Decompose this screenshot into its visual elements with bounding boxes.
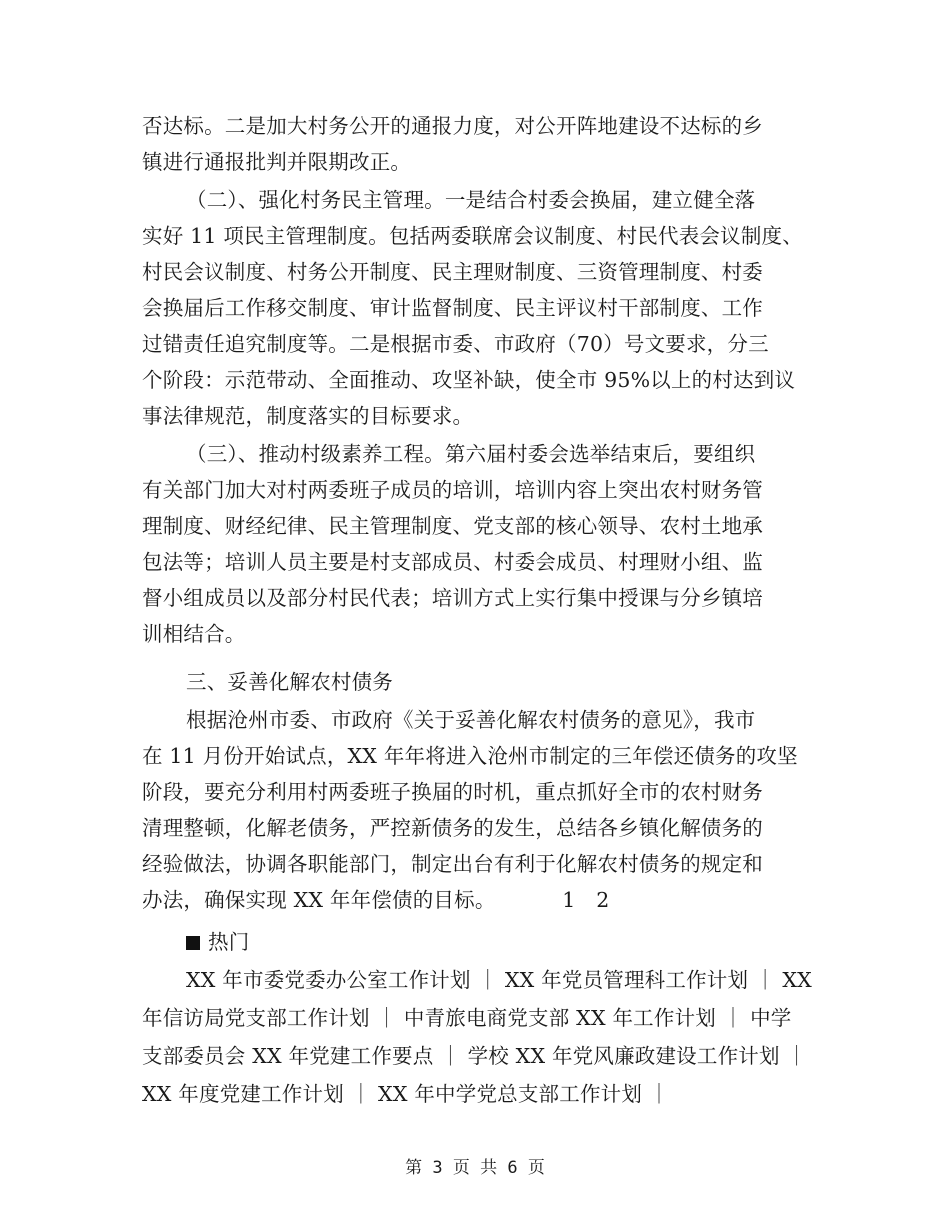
hot-label: 热门 <box>208 930 250 954</box>
paragraph-line: 理制度、财经纪律、民主管理制度、党支部的核心领导、农村土地承 <box>142 514 763 538</box>
link-separator: ｜ <box>648 1082 670 1106</box>
paragraph-line: 在 11 月份开始试点，XX 年年将进入沧州市制定的三年偿还债务的攻坚 <box>142 744 798 768</box>
hot-link[interactable]: XX <box>782 968 812 992</box>
paragraph-line: 有关部门加大对村两委班子成员的培训，培训内容上突出农村财务管 <box>142 478 763 502</box>
chapter-heading: 三、妥善化解农村债务 <box>186 670 393 694</box>
paragraph-text: 办法，确保实现 XX 年年偿债的目标。 <box>142 888 496 912</box>
paragraph-line: 清理整顿，化解老债务，严控新债务的发生，总结各乡镇化解债务的 <box>142 816 763 840</box>
paragraph-line: 督小组成员以及部分村民代表；培训方式上实行集中授课与分乡镇培 <box>142 586 763 610</box>
paragraph-line-with-pages <box>142 886 609 914</box>
hot-links-line <box>142 1080 669 1108</box>
link-separator: ｜ <box>376 1006 398 1030</box>
paragraph-line: 经验做法，协调各职能部门，制定出台有利于化解农村债务的规定和 <box>142 852 763 876</box>
page-link-2[interactable]: 2 <box>596 888 610 912</box>
paragraph-line: 训相结合。 <box>142 622 246 646</box>
paragraph-line: 阶段，要充分利用村两委班子换届的时机，重点抓好全市的农村财务 <box>142 780 763 804</box>
link-separator: ｜ <box>786 1044 808 1068</box>
paragraph-line: 会换届后工作移交制度、审计监督制度、民主评议村干部制度、工作 <box>142 296 763 320</box>
hot-link[interactable]: XX 年党员管理科工作计划 <box>504 968 749 992</box>
paragraph-line: 个阶段：示范带动、全面推动、攻坚补缺，使全市 95%以上的村达到议 <box>142 368 796 392</box>
hot-section-heading <box>186 928 249 956</box>
link-separator: ｜ <box>350 1082 372 1106</box>
hot-links-line <box>142 1042 807 1070</box>
paragraph-line: 镇进行通报批判并限期改正。 <box>142 150 412 174</box>
paragraph-line: 包法等；培训人员主要是村支部成员、村委会成员、村理财小组、监 <box>142 550 763 574</box>
hot-link[interactable]: XX 年度党建工作计划 <box>142 1082 344 1106</box>
paragraph-line: 根据沧州市委、市政府《关于妥善化解农村债务的意见》，我市 <box>186 708 756 732</box>
section-heading-3: （三）、推动村级素养工程。第六届村委会选举结束后，要组织 <box>186 442 756 466</box>
paragraph-line: 否达标。二是加大村务公开的通报力度，对公开阵地建设不达标的乡 <box>142 114 763 138</box>
link-separator: ｜ <box>754 968 776 992</box>
hot-link[interactable]: 中学 <box>750 1006 792 1030</box>
hot-link[interactable]: 支部委员会 XX 年党建工作要点 <box>142 1044 434 1068</box>
paragraph-line: 村民会议制度、村务公开制度、民主理财制度、三资管理制度、村委 <box>142 260 763 284</box>
square-bullet-icon <box>186 936 200 950</box>
hot-link[interactable]: 年信访局党支部工作计划 <box>142 1006 370 1030</box>
paragraph-line: 事法律规范，制度落实的目标要求。 <box>142 404 474 428</box>
hot-links-line <box>186 966 812 994</box>
hot-link[interactable]: XX 年市委党委办公室工作计划 <box>186 968 471 992</box>
paragraph-line: 过错责任追究制度等。二是根据市委、市政府（70）号文要求，分三 <box>142 332 769 356</box>
hot-link[interactable]: 中青旅电商党支部 XX 年工作计划 <box>403 1006 716 1030</box>
section-heading-2: （二）、强化村务民主管理。一是结合村委会换届，建立健全落 <box>186 188 756 212</box>
hot-link[interactable]: 学校 XX 年党风廉政建设工作计划 <box>467 1044 780 1068</box>
link-separator: ｜ <box>722 1006 744 1030</box>
link-separator: ｜ <box>440 1044 461 1068</box>
hot-links-line <box>142 1004 792 1032</box>
page-link-1[interactable]: 1 <box>562 888 576 912</box>
link-separator: ｜ <box>477 968 499 992</box>
page-footer: 第 3 页 共 6 页 <box>405 1158 545 1178</box>
paragraph-line: 实好 11 项民主管理制度。包括两委联席会议制度、村民代表会议制度、 <box>142 224 803 248</box>
hot-link[interactable]: XX 年中学党总支部工作计划 <box>378 1082 643 1106</box>
